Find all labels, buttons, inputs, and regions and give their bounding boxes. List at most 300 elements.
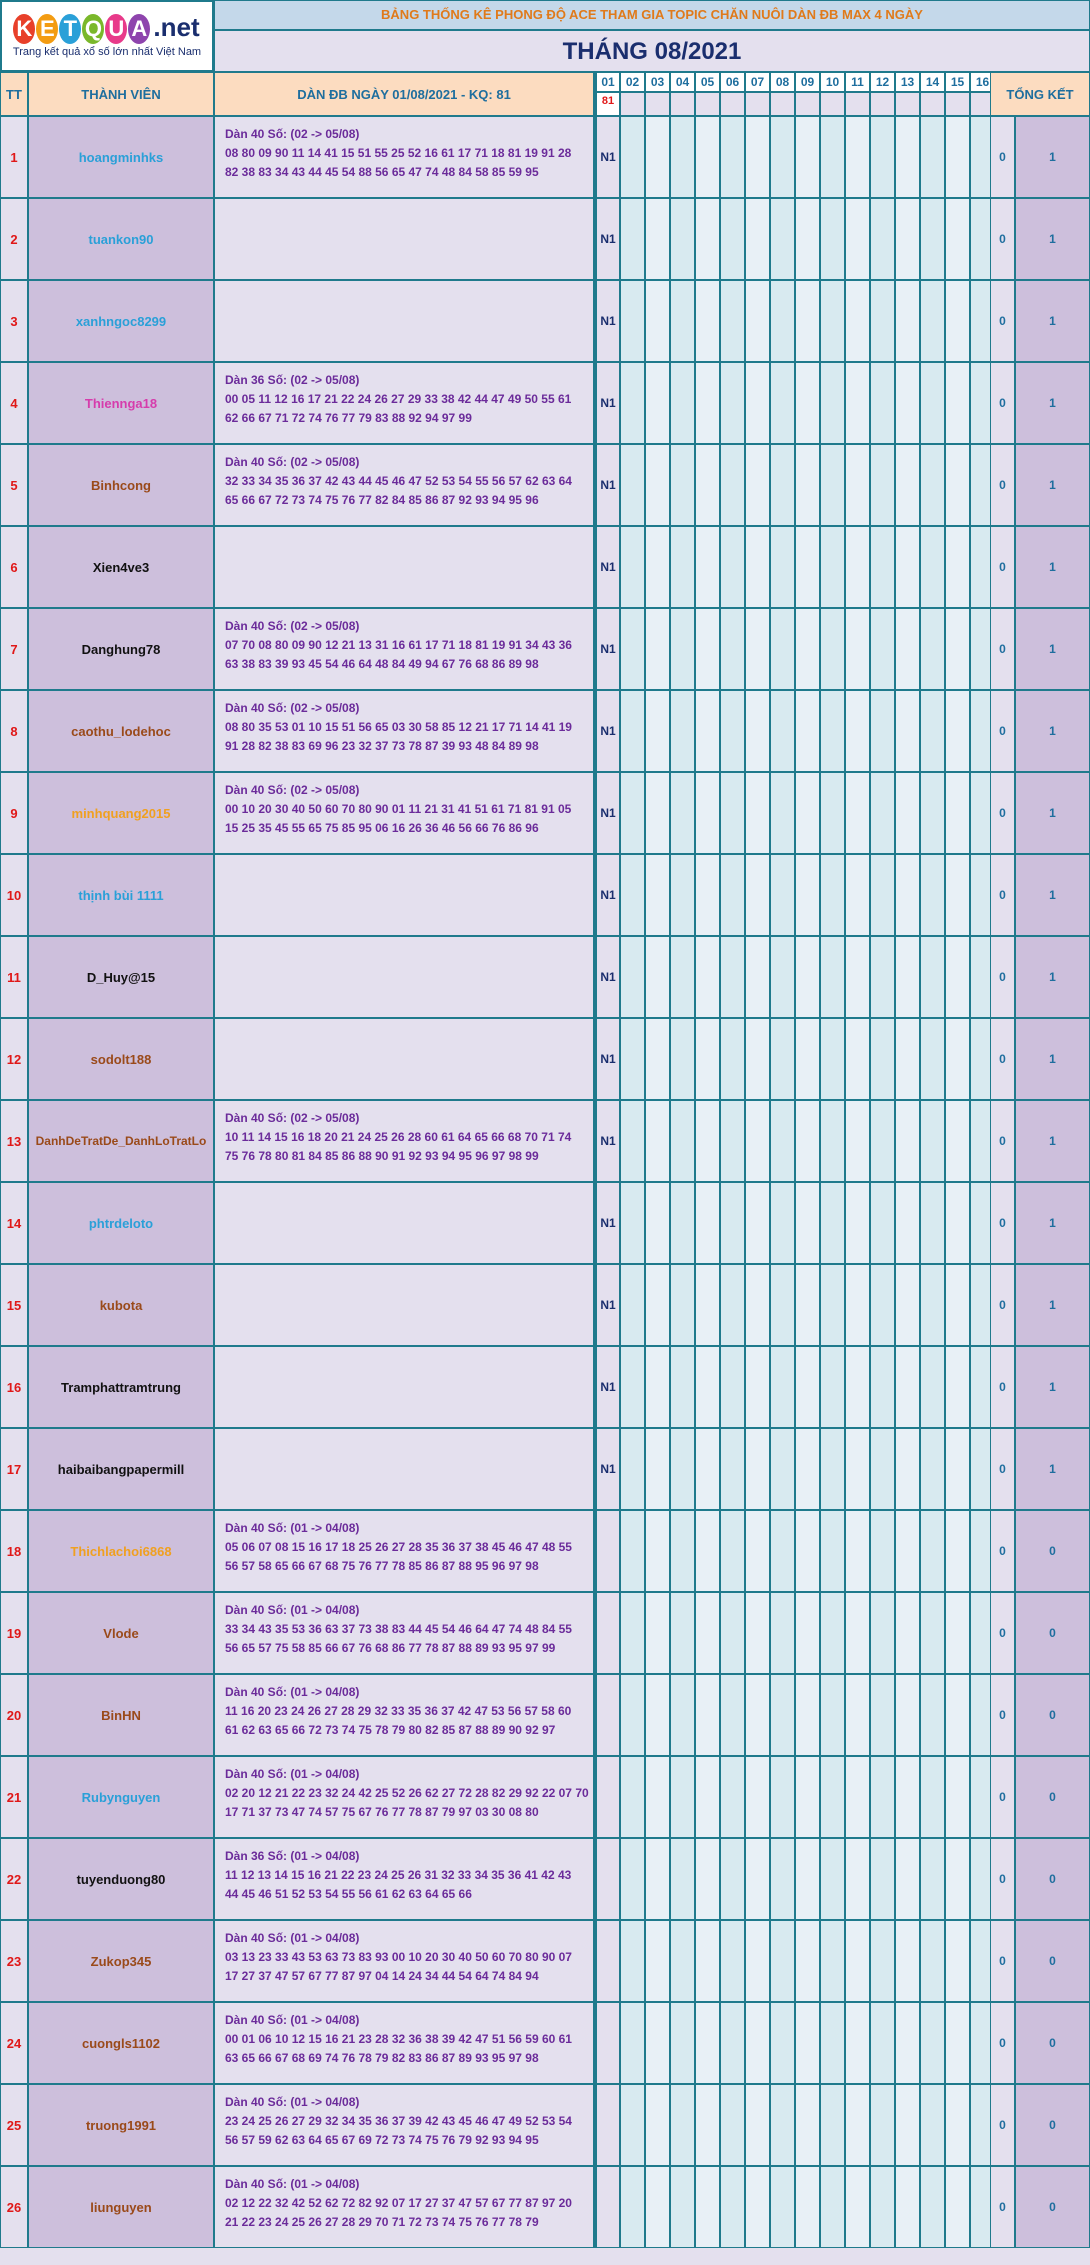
day-01-status [594,1838,620,1920]
member-name[interactable]: sodolt188 [28,1018,214,1100]
summary-count-a: 0 [990,362,1015,444]
day-cell [820,608,845,690]
dan-numbers [214,854,594,936]
day-cell [720,608,745,690]
day-cell [770,526,795,608]
day-result-05 [695,92,720,116]
day-cell [795,280,820,362]
day-cell [795,2084,820,2166]
day-cell [795,1756,820,1838]
day-cell [620,2084,645,2166]
day-cell [645,2002,670,2084]
day-cell [945,1592,970,1674]
column-header-dan: DÀN ĐB NGÀY 01/08/2021 - KQ: 81 [214,72,594,116]
day-cell [795,526,820,608]
day-cell [770,362,795,444]
day-cell [920,1182,945,1264]
member-name[interactable]: Xien4ve3 [28,526,214,608]
day-cell [695,1346,720,1428]
dan-numbers [214,772,594,854]
day-cell [895,1018,920,1100]
day-cell [795,1674,820,1756]
day-cell [695,1182,720,1264]
day-cell [895,772,920,854]
day-01-status: N1 [594,936,620,1018]
day-cell [945,1838,970,1920]
day-cell [645,1428,670,1510]
member-name[interactable]: xanhngoc8299 [28,280,214,362]
member-name[interactable]: Thichlachoi6868 [28,1510,214,1592]
dan-numbers [214,198,594,280]
day-cell [795,936,820,1018]
summary-count-b: 0 [1015,2166,1090,2248]
day-01-status [594,1592,620,1674]
day-cell [895,690,920,772]
day-cell [845,1838,870,1920]
summary-count-b: 1 [1015,526,1090,608]
day-cell [945,2002,970,2084]
member-name[interactable]: D_Huy@15 [28,936,214,1018]
day-cell [695,1264,720,1346]
day-cell [645,1100,670,1182]
day-cell [745,1674,770,1756]
day-cell [820,1592,845,1674]
day-cell [745,2002,770,2084]
day-cell [745,608,770,690]
day-cell [945,608,970,690]
day-cell [895,362,920,444]
day-result-11 [845,92,870,116]
day-cell [620,1182,645,1264]
member-name[interactable]: Danghung78 [28,608,214,690]
day-cell [920,1756,945,1838]
day-cell [745,1756,770,1838]
day-cell [745,198,770,280]
logo-brand [2,10,212,44]
day-cell [820,444,845,526]
day-cell [895,526,920,608]
day-cell [770,1920,795,2002]
dan-numbers [214,608,594,690]
day-cell [795,1018,820,1100]
day-cell [770,198,795,280]
day-cell [795,1264,820,1346]
column-header-tt: TT [0,72,28,116]
day-cell [795,772,820,854]
day-01-status: N1 [594,362,620,444]
dan-line: 56 57 59 62 63 64 65 67 69 72 73 74 75 76 79 92 93 94 95 [225,2133,539,2147]
summary-count-a: 0 [990,2166,1015,2248]
day-01-status: N1 [594,1100,620,1182]
day-cell [770,1592,795,1674]
day-cell [945,1264,970,1346]
day-cell [670,2002,695,2084]
summary-count-a: 0 [990,1264,1015,1346]
day-cell [720,1756,745,1838]
day-cell [945,1674,970,1756]
day-cell [820,1756,845,1838]
day-cell [870,854,895,936]
member-name[interactable]: haibaibangpapermill [28,1428,214,1510]
day-cell [695,936,720,1018]
day-cell [720,362,745,444]
day-cell [895,1182,920,1264]
summary-count-a: 0 [990,772,1015,854]
day-cell [845,1510,870,1592]
summary-count-a: 0 [990,2084,1015,2166]
member-name[interactable]: tuankon90 [28,198,214,280]
day-cell [945,2084,970,2166]
day-cell [720,2166,745,2248]
day-header-06: 06 [720,72,745,92]
dan-line: 63 65 66 67 68 69 74 76 78 79 82 83 86 87 89 93 95 97 98 [225,2051,539,2065]
day-header-04: 04 [670,72,695,92]
day-cell [745,1018,770,1100]
summary-count-b: 0 [1015,2084,1090,2166]
day-01-status: N1 [594,772,620,854]
member-name[interactable]: cuongls1102 [28,2002,214,2084]
day-cell [720,854,745,936]
day-cell [770,1756,795,1838]
day-header-14: 14 [920,72,945,92]
day-01-status: N1 [594,198,620,280]
member-name[interactable]: kubota [28,1264,214,1346]
day-01-status: N1 [594,1346,620,1428]
day-cell [845,1592,870,1674]
summary-count-a: 0 [990,690,1015,772]
member-name[interactable]: phtrdeloto [28,1182,214,1264]
day-cell [620,1674,645,1756]
logo-letter: E [36,14,58,44]
dan-numbers [214,2166,594,2248]
dan-line: 32 33 34 35 36 37 42 43 44 45 46 47 52 53 54 55 56 57 62 63 64 [225,474,572,488]
row-number: 21 [0,1756,28,1838]
dan-line: 05 06 07 08 15 16 17 18 25 26 27 28 35 36 37 38 45 46 47 48 55 [225,1540,572,1554]
day-01-status: N1 [594,854,620,936]
day-cell [695,526,720,608]
day-cell [870,772,895,854]
member-name[interactable]: Binhcong [28,444,214,526]
summary-count-b: 0 [1015,1920,1090,2002]
dan-numbers [214,1346,594,1428]
day-cell [920,854,945,936]
dan-line: 21 22 23 24 25 26 27 28 29 70 71 72 73 74 75 76 77 78 79 [225,2215,539,2229]
dan-numbers [214,690,594,772]
day-result-06 [720,92,745,116]
day-header-15: 15 [945,72,970,92]
day-cell [745,1592,770,1674]
day-cell [795,1182,820,1264]
summary-count-a: 0 [990,1346,1015,1428]
summary-count-b: 0 [1015,1756,1090,1838]
day-cell [770,1100,795,1182]
row-number: 25 [0,2084,28,2166]
day-cell [795,1510,820,1592]
day-cell [870,1428,895,1510]
row-number: 5 [0,444,28,526]
day-cell [695,1100,720,1182]
member-name[interactable]: liunguyen [28,2166,214,2248]
member-name[interactable]: caothu_lodehoc [28,690,214,772]
day-cell [845,2084,870,2166]
dan-numbers [214,2002,594,2084]
day-cell [795,1920,820,2002]
summary-count-b: 1 [1015,936,1090,1018]
day-cell [620,608,645,690]
day-header-02: 02 [620,72,645,92]
dan-line: 17 71 37 73 47 74 57 75 67 76 77 78 87 79 97 03 30 08 80 [225,1805,539,1819]
day-cell [845,198,870,280]
day-header-16: 16 [970,72,995,92]
day-01-status [594,1674,620,1756]
member-name[interactable]: tuyenduong80 [28,1838,214,1920]
day-cell [870,936,895,1018]
day-cell [645,280,670,362]
day-cell [795,362,820,444]
day-cell [645,1182,670,1264]
day-cell [670,2084,695,2166]
day-cell [770,1838,795,1920]
month-title: THÁNG 08/2021 [214,30,1090,72]
day-cell [695,1920,720,2002]
day-cell [620,2166,645,2248]
day-cell [670,1100,695,1182]
day-cell [920,526,945,608]
day-cell [745,526,770,608]
day-cell [745,1920,770,2002]
day-result-09 [795,92,820,116]
dan-line: 11 16 20 23 24 26 27 28 29 32 33 35 36 37 42 47 53 56 57 58 60 [225,1704,572,1718]
member-name[interactable]: Thiennga18 [28,362,214,444]
day-cell [745,1100,770,1182]
day-cell [645,2166,670,2248]
day-cell [945,1018,970,1100]
summary-count-b: 1 [1015,690,1090,772]
dan-numbers [214,444,594,526]
day-cell [770,280,795,362]
day-result-14 [920,92,945,116]
day-cell [695,608,720,690]
day-cell [920,1018,945,1100]
day-cell [670,1346,695,1428]
day-cell [895,116,920,198]
day-cell [795,444,820,526]
day-cell [745,936,770,1018]
day-cell [895,2166,920,2248]
day-cell [645,1674,670,1756]
day-cell [745,1264,770,1346]
day-cell [745,362,770,444]
day-cell [870,444,895,526]
day-cell [795,1592,820,1674]
day-cell [920,1428,945,1510]
day-01-status: N1 [594,1018,620,1100]
day-cell [820,854,845,936]
day-cell [870,2084,895,2166]
row-number: 2 [0,198,28,280]
day-cell [620,690,645,772]
dan-numbers [214,1428,594,1510]
day-cell [795,2002,820,2084]
day-header-12: 12 [870,72,895,92]
day-cell [645,772,670,854]
member-name[interactable]: Rubynguyen [28,1756,214,1838]
day-cell [845,2002,870,2084]
logo-letter: A [128,14,150,44]
member-name[interactable]: BinHN [28,1674,214,1756]
member-name[interactable]: minhquang2015 [28,772,214,854]
day-cell [770,1346,795,1428]
day-cell [870,1182,895,1264]
day-cell [645,526,670,608]
day-header-01: 01 [594,72,620,92]
day-cell [870,690,895,772]
day-01-status: N1 [594,116,620,198]
row-number: 9 [0,772,28,854]
day-cell [670,526,695,608]
member-name[interactable]: thịnh bùi 1111 [28,854,214,936]
day-cell [645,608,670,690]
summary-count-a: 0 [990,526,1015,608]
day-cell [820,526,845,608]
dan-line: 02 20 12 21 22 23 32 24 42 25 52 26 62 27 72 28 82 29 92 22 07 70 [225,1786,589,1800]
day-cell [870,2002,895,2084]
day-cell [820,362,845,444]
day-cell [720,772,745,854]
day-01-status [594,1756,620,1838]
day-cell [620,2002,645,2084]
day-cell [620,854,645,936]
summary-count-b: 1 [1015,1264,1090,1346]
day-cell [920,2084,945,2166]
day-cell [845,608,870,690]
row-number: 24 [0,2002,28,2084]
day-cell [720,444,745,526]
day-cell [720,1264,745,1346]
member-name[interactable]: Zukop345 [28,1920,214,2002]
summary-count-b: 1 [1015,854,1090,936]
summary-count-b: 1 [1015,1100,1090,1182]
day-cell [895,1592,920,1674]
row-number: 6 [0,526,28,608]
day-cell [820,280,845,362]
summary-count-b: 1 [1015,198,1090,280]
day-cell [920,1510,945,1592]
row-number: 1 [0,116,28,198]
day-cell [845,936,870,1018]
day-cell [770,116,795,198]
member-name[interactable]: Vlode [28,1592,214,1674]
logo-letter: K [13,14,35,44]
dan-title: Dàn 40 Số: (02 -> 05/08) [225,783,360,797]
day-01-status: N1 [594,1182,620,1264]
day-cell [870,2166,895,2248]
site-logo[interactable] [0,0,214,72]
day-cell [770,690,795,772]
day-result-08 [770,92,795,116]
day-cell [895,2084,920,2166]
dan-line: 33 34 43 35 53 36 63 37 73 38 83 44 45 54 46 64 47 74 48 84 55 [225,1622,572,1636]
day-cell [670,1756,695,1838]
summary-count-b: 1 [1015,362,1090,444]
dan-numbers [214,1756,594,1838]
day-cell [920,1920,945,2002]
summary-count-a: 0 [990,1018,1015,1100]
day-01-status: N1 [594,280,620,362]
day-cell [670,116,695,198]
day-cell [770,936,795,1018]
day-cell [770,1428,795,1510]
summary-count-b: 1 [1015,1182,1090,1264]
day-header-03: 03 [645,72,670,92]
day-cell [945,1510,970,1592]
dan-title: Dàn 40 Số: (02 -> 05/08) [225,455,360,469]
dan-line: 56 65 57 75 58 85 66 67 76 68 86 77 78 87 88 89 93 95 97 99 [225,1641,556,1655]
day-cell [795,1428,820,1510]
day-cell [795,198,820,280]
day-cell [620,936,645,1018]
row-number: 10 [0,854,28,936]
day-cell [620,1592,645,1674]
day-cell [670,1510,695,1592]
dan-numbers [214,936,594,1018]
day-header-05: 05 [695,72,720,92]
day-result-02 [620,92,645,116]
dan-numbers [214,1100,594,1182]
day-cell [895,198,920,280]
day-cell [845,1100,870,1182]
day-cell [695,2002,720,2084]
member-name[interactable]: hoangminhks [28,116,214,198]
dan-title: Dàn 40 Số: (01 -> 04/08) [225,2095,360,2109]
row-number: 7 [0,608,28,690]
logo-tagline: Trang kết quả xổ số lớn nhất Việt Nam [12,46,202,58]
day-cell [795,1100,820,1182]
day-cell [895,1838,920,1920]
member-name[interactable]: DanhDeTratDe_DanhLoTratLo [28,1100,214,1182]
day-cell [720,1018,745,1100]
member-name[interactable]: Tramphattramtrung [28,1346,214,1428]
row-number: 20 [0,1674,28,1756]
day-cell [720,2002,745,2084]
day-cell [645,1756,670,1838]
day-header-10: 10 [820,72,845,92]
day-cell [645,198,670,280]
day-cell [670,1920,695,2002]
day-cell [720,1920,745,2002]
day-cell [820,116,845,198]
day-cell [870,1346,895,1428]
dan-numbers [214,1838,594,1920]
member-name[interactable]: truong1991 [28,2084,214,2166]
day-cell [945,444,970,526]
day-cell [770,1182,795,1264]
day-cell [845,1018,870,1100]
day-cell [670,1182,695,1264]
day-result-03 [645,92,670,116]
day-cell [820,772,845,854]
dan-title: Dàn 40 Số: (02 -> 05/08) [225,127,360,141]
summary-count-b: 0 [1015,2002,1090,2084]
day-cell [695,1018,720,1100]
dan-numbers [214,526,594,608]
day-cell [720,1674,745,1756]
day-01-status: N1 [594,1264,620,1346]
day-cell [945,198,970,280]
dan-line: 17 27 37 47 57 67 77 87 97 04 14 24 34 44 54 64 74 84 94 [225,1969,539,1983]
day-cell [670,1674,695,1756]
day-cell [870,1674,895,1756]
